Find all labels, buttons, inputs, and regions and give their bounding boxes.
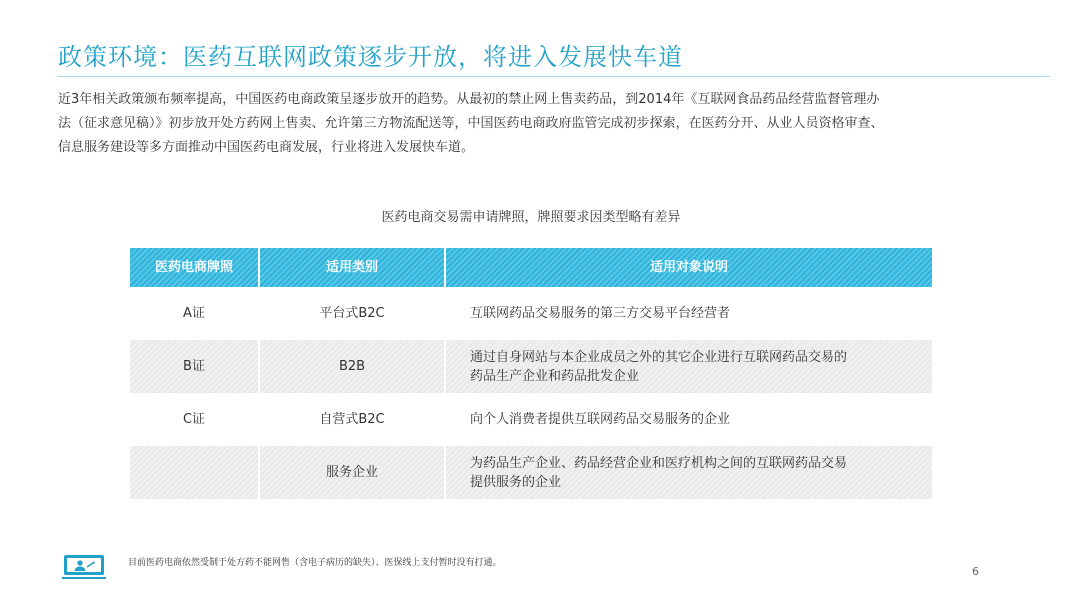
intro-line: 近3年相关政策颁布频率提高，中国医药电商政策呈逐步放开的趋势。从最初的禁止网上售卖药品，到2014年《互联网食品药品经营监督管理办 — [58, 92, 880, 107]
license-cell: C证 — [130, 393, 260, 446]
header-category: 适用类别 — [260, 248, 446, 287]
description-line: 药品生产企业和药品批发企业 — [470, 368, 640, 384]
description-line: 向个人消费者提供互联网药品交易服务的企业 — [470, 412, 731, 427]
table-caption: 医药电商交易需申请牌照，牌照要求因类型略有差异 — [381, 210, 681, 225]
license-cell: A证 — [130, 287, 260, 340]
description-line: 互联网药品交易服务的第三方交易平台经营者 — [470, 306, 731, 321]
description-line: 提供服务的企业 — [470, 474, 562, 490]
presenter-icon — [62, 554, 106, 580]
footer-note: 目前医药电商依然受制于处方药不能网售（含电子病历的缺失）、医保线上支付暂时没有打通。 — [128, 558, 502, 568]
category-cell: 服务企业 — [260, 446, 446, 499]
header-description: 适用对象说明 — [446, 248, 932, 287]
license-cell: B证 — [130, 340, 260, 393]
description-cell — [446, 446, 932, 499]
slide-title: 政策环境：医药互联网政策逐步开放，将进入发展快车道 — [58, 43, 683, 71]
category-cell: 平台式B2C — [260, 287, 446, 340]
intro-line: 法（征求意见稿）》初步放开处方药网上售卖、允许第三方物流配送等，中国医药电商政府监管完成初步探索，在医药分开、从业人员资格审查、 — [58, 116, 884, 131]
table-header-row — [130, 248, 932, 287]
description-line: 通过自身网站与本企业成员之外的其它企业进行互联网药品交易的 — [470, 349, 848, 365]
description-line: 为药品生产企业、药品经营企业和医疗机构之间的互联网药品交易 — [470, 455, 848, 471]
page-number: 6 — [972, 565, 979, 578]
license-table — [130, 248, 932, 499]
category-cell: B2B — [260, 340, 446, 393]
intro-line: 信息服务建设等多方面推动中国医药电商发展，行业将进入发展快车道。 — [58, 140, 475, 155]
table-row — [130, 287, 932, 340]
license-cell — [130, 446, 260, 499]
description-cell — [446, 393, 932, 446]
category-cell: 自营式B2C — [260, 393, 446, 446]
description-cell — [446, 340, 932, 393]
table-row — [130, 340, 932, 393]
table-row — [130, 393, 932, 446]
description-cell — [446, 287, 932, 340]
title-underline — [58, 76, 1050, 77]
intro-paragraph — [58, 88, 1048, 160]
table-row — [130, 446, 932, 499]
header-license: 医药电商牌照 — [130, 248, 260, 287]
